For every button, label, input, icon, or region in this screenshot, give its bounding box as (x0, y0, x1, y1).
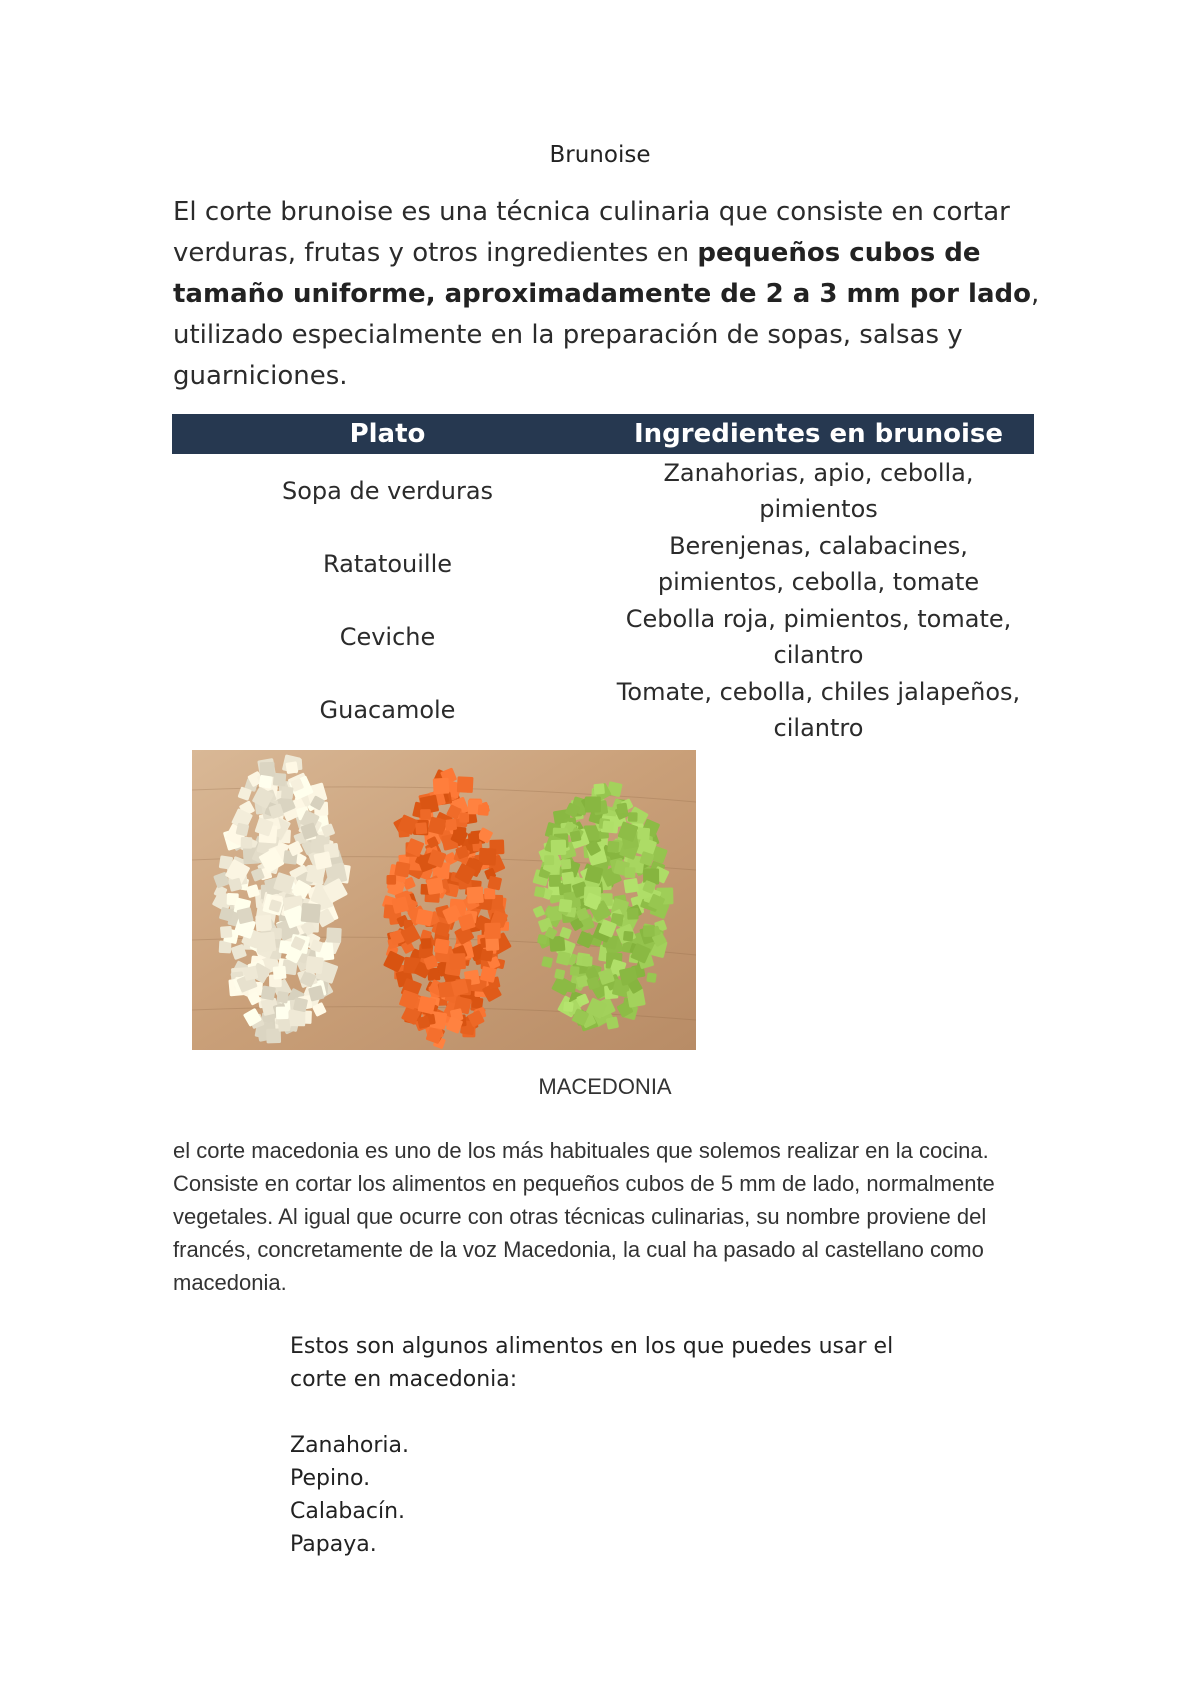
vegetable-cube (606, 1016, 619, 1029)
vegetable-cube (569, 830, 581, 842)
vegetable-cube (627, 908, 639, 920)
section-caption: MACEDONIA (538, 1074, 672, 1099)
header-ingredients: Ingredientes en brunoise (603, 414, 1034, 454)
ingredients-cell: Berenjenas, calabacines, pimientos, cebolla, tomate (657, 531, 980, 596)
vegetable-cube (426, 877, 444, 895)
vegetable-cube (415, 822, 427, 834)
vegetable-cube (544, 855, 554, 865)
vegetable-cube (487, 876, 502, 891)
macedonia-paragraph: el corte macedonia es uno de los más habituales que solemos realizar en la cocina. Consiste en cortar los alimentos en pequeños cubos de 5 mm de lado, normalmente vegetales. Al igual que ocurre con otras técnicas culinarias, su nombre proviene del francés, concretamente de la voz Macedonia, la cual ha pasado al castellano como macedonia. (173, 1138, 995, 1295)
vegetable-cube (534, 886, 546, 898)
ingredients-cell: Zanahorias, apio, cebolla, pimientos (663, 458, 974, 523)
vegetable-cube (433, 778, 450, 795)
vegetable-cube (643, 925, 655, 937)
page-title: Brunoise (549, 142, 651, 168)
vegetable-cube (478, 804, 490, 816)
vegetable-cube (293, 997, 308, 1012)
vegetable-cube (285, 761, 298, 774)
vegetable-cube (585, 796, 601, 812)
vegetable-cube (445, 819, 457, 831)
list-item: Papaya. (290, 1532, 377, 1557)
vegetable-cube (625, 867, 636, 878)
vegetable-cube (468, 833, 480, 845)
list-item: Zanahoria. (290, 1433, 410, 1458)
vegetable-cube (273, 966, 287, 980)
vegetable-cube (449, 953, 466, 970)
vegetable-cube (276, 1006, 289, 1019)
header-dish: Plato (172, 414, 603, 454)
vegetable-cube (554, 969, 565, 980)
vegetable-cube (563, 1001, 574, 1012)
vegetable-cube (467, 886, 484, 903)
vegetable-cube (485, 937, 499, 951)
intro-bold-text: pequeños cubos de tamaño uniforme, aproximadamente de 2 a 3 mm por lado (173, 238, 1031, 309)
vegetable-cube (415, 909, 433, 927)
vegetable-photo (192, 750, 696, 1050)
food-list (290, 1429, 990, 1561)
vegetable-cube (261, 985, 276, 1000)
vegetable-cube (623, 931, 634, 942)
dish-cell: Ratatouille (322, 549, 453, 578)
ingredients-cell: Cebolla roja, pimientos, tomate, cilantro (625, 604, 1012, 669)
vegetable-cube (313, 851, 332, 870)
vegetable-cube (561, 871, 574, 884)
vegetable-cube (472, 997, 484, 1009)
table-row (172, 454, 1034, 527)
vegetable-cube (241, 837, 253, 849)
vegetable-cube (276, 991, 289, 1004)
vegetable-cube (420, 809, 431, 820)
list-item: Pepino. (290, 1466, 371, 1491)
vegetable-cube (259, 775, 273, 789)
vegetable-cube (558, 899, 572, 913)
vegetable-cube (582, 956, 593, 967)
vegetable-cube (549, 875, 561, 887)
table-row (172, 600, 1034, 673)
table-row (172, 527, 1034, 600)
vegetable-cube (484, 888, 495, 899)
vegetable-cube (457, 776, 474, 793)
vegetable-cube (255, 931, 277, 953)
vegetable-cube (593, 783, 605, 795)
vegetable-cube (394, 861, 410, 877)
vegetable-cube (570, 966, 580, 976)
dish-cell: Ceviche (339, 622, 436, 651)
table-header-row (172, 414, 1034, 454)
vegetable-cube (255, 915, 272, 932)
vegetable-cube (289, 1010, 306, 1027)
vegetable-cube (260, 762, 275, 777)
vegetable-cube (616, 803, 628, 815)
vegetable-cube (628, 812, 638, 822)
vegetable-cube (459, 813, 469, 823)
vegetable-cube (484, 923, 500, 939)
intro-text-1: El corte brunoise es una técnica culinaria que consiste en cortar verduras, frutas y otros ingredientes en (173, 197, 1010, 268)
intro-paragraph (173, 192, 1043, 397)
dish-table (172, 414, 1034, 746)
food-list-intro: Estos son algunos alimentos en los que puedes usar el corte en macedonia: (290, 1334, 894, 1392)
vegetable-cube (326, 927, 342, 943)
vegetable-cube (281, 787, 294, 800)
ingredients-cell: Tomate, cebolla, chiles jalapeños, cilantro (616, 677, 1021, 742)
vegetable-cube (434, 938, 450, 954)
vegetable-cube (637, 827, 650, 840)
vegetable-cube (421, 938, 432, 949)
vegetable-cube (417, 1016, 430, 1029)
vegetable-cube (646, 972, 657, 983)
intro-text-2: , utilizado especialmente en la preparación de sopas, salsas y guarniciones. (173, 279, 1040, 391)
dish-cell: Guacamole (319, 695, 456, 724)
vegetable-cube (305, 956, 323, 974)
vegetable-cube (386, 875, 396, 885)
vegetable-cube (565, 982, 576, 993)
vegetable-cube (607, 841, 619, 853)
vegetable-cube (623, 878, 639, 894)
vegetable-cube (561, 859, 571, 869)
dish-cell: Sopa de verduras (281, 476, 494, 505)
vegetable-cube (602, 820, 614, 832)
list-item: Calabacín. (290, 1499, 406, 1524)
vegetable-cube (551, 840, 567, 856)
vegetable-cube (301, 903, 321, 923)
food-list-block (290, 1330, 990, 1561)
table-row (172, 673, 1034, 746)
vegetable-cube (278, 1019, 290, 1031)
vegetable-cube (220, 926, 232, 938)
